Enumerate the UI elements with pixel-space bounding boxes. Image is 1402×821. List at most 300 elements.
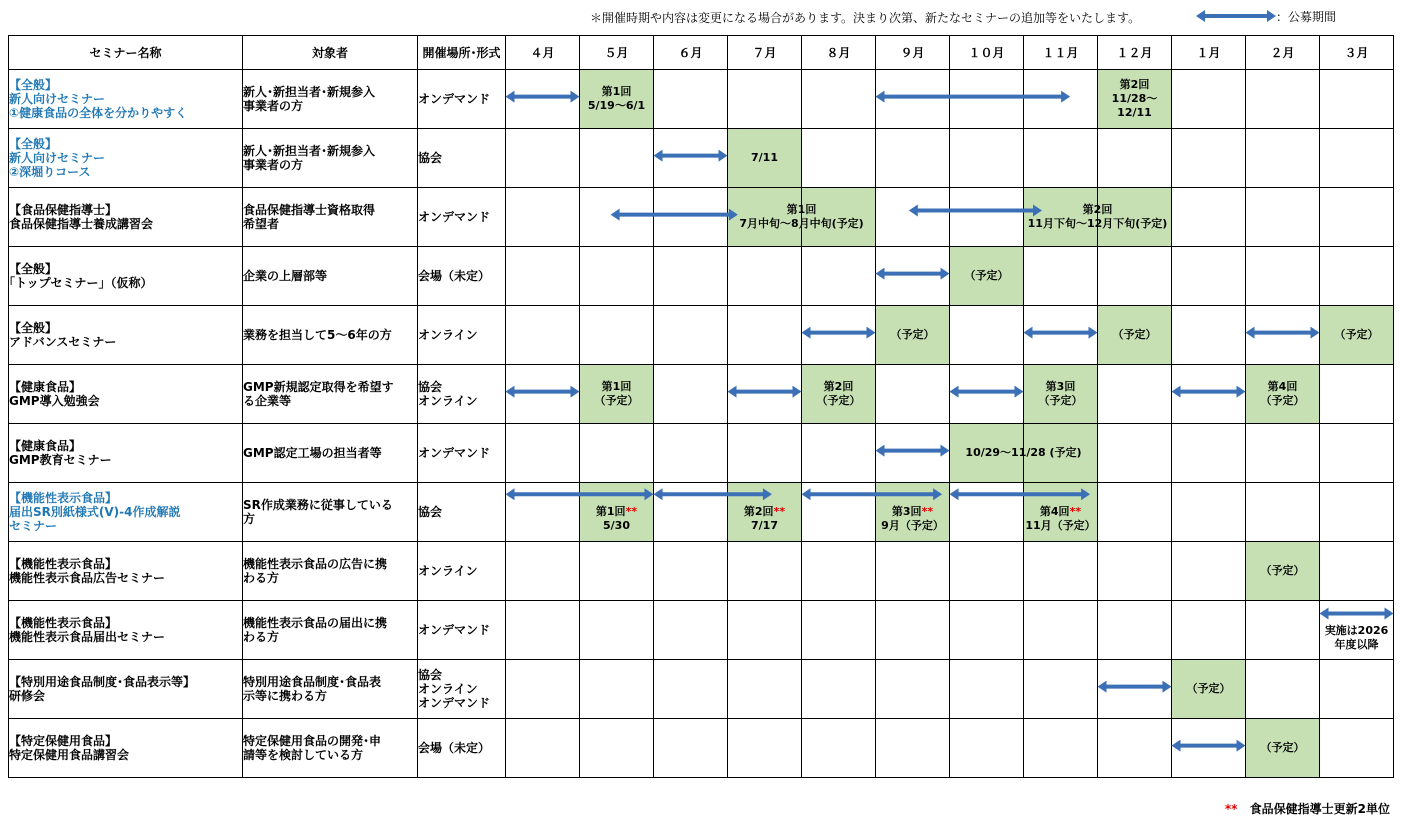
audience-cell	[243, 660, 418, 719]
audience-cell-line: 特定保健用食品の開発･申	[243, 734, 382, 748]
month-cell	[1024, 188, 1098, 247]
month-cell	[802, 306, 876, 365]
month-cell	[1098, 542, 1172, 601]
month-cell	[506, 601, 580, 660]
table-row	[9, 365, 1394, 424]
table-row	[9, 660, 1394, 719]
table-row	[9, 247, 1394, 306]
schedule-label-text: 10/29～11/28 (予定)	[965, 446, 1082, 459]
schedule-label-text: 12/11	[1117, 106, 1152, 119]
month-cell	[1172, 129, 1246, 188]
month-cell	[506, 719, 580, 778]
venue-cell-line: 協会	[418, 505, 443, 519]
month-cell	[1098, 424, 1172, 483]
schedule-label-text: 7/11	[751, 151, 778, 164]
audience-cell	[243, 247, 418, 306]
month-cell	[1172, 483, 1246, 542]
seminar-name-cell-line: 特定保健用食品講習会	[9, 748, 130, 762]
month-cell	[1320, 70, 1394, 129]
schedule-label-text: （予定）	[1260, 564, 1305, 577]
audience-cell-line: 新人･新担当者･新規参入	[243, 144, 376, 158]
month-cell	[802, 424, 876, 483]
month-cell	[1024, 306, 1098, 365]
venue-cell-line: オンライン	[418, 564, 478, 578]
month-cell	[1024, 719, 1098, 778]
footnote-star-mark: **	[773, 505, 786, 519]
month-cell	[1098, 188, 1172, 247]
month-cell	[654, 424, 728, 483]
month-cell	[802, 247, 876, 306]
month-cell	[802, 483, 876, 542]
seminar-name-cell	[9, 601, 243, 660]
seminar-name-cell-line: 【健康食品】	[9, 439, 82, 453]
venue-cell-line: オンデマンド	[418, 623, 491, 637]
seminar-schedule-table	[8, 35, 1394, 778]
month-cell	[506, 660, 580, 719]
audience-cell-line: る企業等	[243, 394, 292, 408]
header-month: １月	[1172, 36, 1246, 70]
month-cell	[1246, 306, 1320, 365]
audience-cell-line: 希望者	[243, 217, 280, 231]
seminar-name-cell	[9, 70, 243, 129]
month-cell	[580, 424, 654, 483]
seminar-name-cell-line: 新人向けセミナー	[9, 151, 106, 165]
month-cell	[1098, 306, 1172, 365]
month-cell	[654, 306, 728, 365]
month-cell	[728, 483, 802, 542]
schedule-label-text: （予定）	[1260, 741, 1305, 754]
schedule-label-text: 7月中旬～8月中旬(予定)	[739, 217, 864, 230]
month-cell	[728, 365, 802, 424]
audience-cell-line: 食品保健指導士資格取得	[243, 203, 376, 217]
schedule-label-text: 第2回	[743, 505, 774, 519]
month-cell	[580, 601, 654, 660]
audience-cell-line: 事業者の方	[243, 158, 304, 172]
month-cell	[876, 719, 950, 778]
seminar-name-cell-line: 【全般】	[9, 321, 58, 335]
month-cell	[876, 365, 950, 424]
month-cell	[1246, 719, 1320, 778]
schedule-label-text: 11月（予定）	[1025, 519, 1096, 533]
audience-cell	[243, 129, 418, 188]
audience-cell	[243, 601, 418, 660]
footnote-star-mark: **	[625, 505, 638, 519]
audience-cell	[243, 188, 418, 247]
month-cell	[1320, 306, 1394, 365]
month-cell	[580, 542, 654, 601]
audience-cell-line: 機能性表示食品の届出に携	[243, 616, 388, 630]
month-cell	[580, 70, 654, 129]
seminar-name-cell	[9, 188, 243, 247]
schedule-label-text: 年度以降	[1334, 638, 1379, 652]
month-cell	[1172, 188, 1246, 247]
schedule-label-text: （予定）	[1186, 682, 1231, 695]
venue-cell	[418, 719, 506, 778]
audience-cell-line: 企業の上層部等	[243, 269, 328, 283]
month-cell	[1246, 601, 1320, 660]
venue-cell-line: オンライン	[418, 682, 478, 696]
seminar-name-cell-line: ②深堀りコース	[9, 165, 91, 179]
schedule-label-text: 第1回	[601, 380, 632, 393]
seminar-name-cell	[9, 306, 243, 365]
audience-cell-line: GMP新規認定取得を希望す	[243, 380, 394, 394]
seminar-name-cell-line: 【全般】	[9, 262, 58, 276]
audience-cell	[243, 483, 418, 542]
schedule-label-text: 実施は2026	[1324, 624, 1389, 638]
header-month: ９月	[876, 36, 950, 70]
audience-cell-line: 示等に携わる方	[243, 689, 328, 703]
month-cell	[876, 247, 950, 306]
audience-cell-line: わる方	[243, 630, 280, 644]
month-cell	[1172, 660, 1246, 719]
month-cell	[580, 483, 654, 542]
audience-cell	[243, 719, 418, 778]
month-cell	[506, 129, 580, 188]
month-cell	[802, 719, 876, 778]
audience-cell	[243, 365, 418, 424]
month-cell	[1320, 542, 1394, 601]
month-cell	[802, 601, 876, 660]
venue-cell-line: オンデマンド	[418, 92, 491, 106]
seminar-name-cell-line: 【機能性表示食品】	[9, 616, 118, 630]
month-cell	[802, 70, 876, 129]
month-cell	[506, 542, 580, 601]
month-cell	[950, 129, 1024, 188]
month-cell	[580, 188, 654, 247]
audience-cell-line: SR作成業務に従事している	[243, 498, 393, 512]
month-cell	[506, 483, 580, 542]
month-cell	[950, 542, 1024, 601]
audience-cell-line: 事業者の方	[243, 99, 304, 113]
seminar-name-cell-line: セミナー	[9, 519, 58, 533]
seminar-name-cell-line: 食品保健指導士養成講習会	[9, 217, 154, 231]
legend	[1196, 7, 1336, 25]
month-cell	[580, 660, 654, 719]
seminar-name-cell	[9, 424, 243, 483]
table-row	[9, 542, 1394, 601]
venue-cell	[418, 542, 506, 601]
table-row	[9, 483, 1394, 542]
venue-cell-line: 会場（未定）	[418, 741, 491, 755]
audience-cell-line: 新人･新担当者･新規参入	[243, 85, 376, 99]
venue-cell-line: 協会	[418, 668, 443, 682]
table-row	[9, 70, 1394, 129]
month-cell	[1172, 719, 1246, 778]
venue-cell-line: オンライン	[418, 328, 478, 342]
month-cell	[1320, 365, 1394, 424]
seminar-name-cell-line: 【特定保健用食品】	[9, 734, 118, 748]
venue-cell	[418, 70, 506, 129]
audience-cell	[243, 542, 418, 601]
audience-cell-line: 機能性表示食品の広告に携	[243, 557, 388, 571]
schedule-label-text: （予定）	[1038, 394, 1083, 407]
venue-cell-line: 協会	[418, 151, 443, 165]
schedule-label-text: 第1回	[786, 203, 817, 216]
seminar-name-cell	[9, 719, 243, 778]
seminar-name-cell-line: 【機能性表示食品】	[9, 491, 118, 505]
month-cell	[1098, 70, 1172, 129]
month-cell	[728, 424, 802, 483]
month-cell	[950, 424, 1024, 483]
month-cell	[1024, 70, 1098, 129]
audience-cell	[243, 306, 418, 365]
month-cell	[728, 542, 802, 601]
month-cell	[802, 365, 876, 424]
venue-cell-line: 協会	[418, 380, 443, 394]
month-cell	[1172, 306, 1246, 365]
seminar-name-cell-line: ｢トップセミナー｣（仮称）	[9, 276, 153, 290]
month-cell	[1098, 483, 1172, 542]
header-month: ４月	[506, 36, 580, 70]
month-cell	[802, 129, 876, 188]
venue-cell	[418, 306, 506, 365]
month-cell	[728, 70, 802, 129]
table-row	[9, 424, 1394, 483]
venue-cell	[418, 660, 506, 719]
header-month: ７月	[728, 36, 802, 70]
footnote-mark: **	[1224, 802, 1238, 816]
audience-cell-line: 特別用途食品制度･食品表	[243, 675, 382, 689]
seminar-name-cell-line: 研修会	[9, 689, 46, 703]
month-cell	[1098, 129, 1172, 188]
month-cell	[728, 306, 802, 365]
month-cell	[950, 247, 1024, 306]
month-cell	[1320, 660, 1394, 719]
month-cell	[1024, 542, 1098, 601]
schedule-label-text: （予定）	[816, 394, 861, 407]
schedule-label-text: 第2回	[1082, 203, 1113, 216]
table-row	[9, 719, 1394, 778]
schedule-label-text: 第1回	[601, 85, 632, 98]
schedule-label-text: （予定）	[1260, 394, 1305, 407]
venue-cell	[418, 365, 506, 424]
month-cell	[1024, 601, 1098, 660]
header-month: ５月	[580, 36, 654, 70]
schedule-label-text: 7/17	[751, 519, 778, 533]
schedule-label-text: 第3回	[1045, 380, 1076, 393]
month-cell	[1172, 247, 1246, 306]
month-cell	[1098, 601, 1172, 660]
seminar-name-cell-line: 新人向けセミナー	[9, 92, 106, 106]
month-cell	[876, 70, 950, 129]
month-cell	[654, 247, 728, 306]
month-cell	[506, 424, 580, 483]
seminar-name-cell	[9, 542, 243, 601]
month-cell	[1024, 660, 1098, 719]
seminar-name-cell	[9, 247, 243, 306]
schedule-label-text: 5/30	[603, 519, 630, 533]
seminar-name-cell-line: GMP導入勉強会	[9, 394, 100, 408]
audience-cell-line: GMP認定工場の担当者等	[243, 446, 382, 460]
seminar-name-cell	[9, 660, 243, 719]
audience-cell-line: 方	[243, 512, 256, 526]
month-cell	[876, 483, 950, 542]
month-cell	[654, 129, 728, 188]
schedule-label-text: （予定）	[964, 269, 1009, 282]
schedule-label-text: （予定）	[1334, 328, 1379, 341]
month-cell	[1320, 247, 1394, 306]
month-cell	[1246, 424, 1320, 483]
schedule-label-text: 第2回	[1119, 78, 1150, 91]
seminar-name-cell-line: ①健康食品の全体を分かりやすく	[9, 106, 188, 120]
top-note: ＊開催時期や内容は変更になる場合があります。決まり次第、新たなセミナーの追加等をいたします。	[590, 11, 1141, 25]
schedule-label-text: 第4回	[1267, 380, 1298, 393]
footnote-star-mark: **	[921, 505, 934, 519]
month-cell	[1246, 483, 1320, 542]
month-cell	[1246, 70, 1320, 129]
month-cell	[876, 601, 950, 660]
seminar-name-cell-line: 【全般】	[9, 78, 58, 92]
month-cell	[654, 483, 728, 542]
month-cell	[580, 719, 654, 778]
header-month: １０月	[950, 36, 1024, 70]
month-cell	[1024, 247, 1098, 306]
month-cell	[950, 601, 1024, 660]
schedule-label-text: 9月（予定）	[881, 519, 944, 533]
venue-cell	[418, 129, 506, 188]
month-cell	[1024, 483, 1098, 542]
month-cell	[1246, 129, 1320, 188]
seminar-name-cell-line: 【機能性表示食品】	[9, 557, 118, 571]
month-cell	[1172, 424, 1246, 483]
seminar-name-cell-line: 【健康食品】	[9, 380, 82, 394]
venue-cell	[418, 424, 506, 483]
table-row	[9, 306, 1394, 365]
venue-cell	[418, 601, 506, 660]
seminar-name-cell-line: 【食品保健指導士】	[9, 203, 118, 217]
seminar-name-cell	[9, 483, 243, 542]
month-cell	[654, 365, 728, 424]
footnote-text: 食品保健指導士更新2単位	[1249, 802, 1390, 816]
month-cell	[580, 306, 654, 365]
legend-arrow-icon	[1196, 9, 1276, 23]
month-cell	[1098, 660, 1172, 719]
month-cell	[1024, 129, 1098, 188]
month-cell	[654, 70, 728, 129]
month-cell	[580, 129, 654, 188]
month-cell	[1098, 247, 1172, 306]
venue-cell-line: オンデマンド	[418, 210, 491, 224]
month-cell	[728, 188, 802, 247]
month-cell	[506, 70, 580, 129]
month-cell	[728, 719, 802, 778]
month-cell	[506, 365, 580, 424]
month-cell	[1320, 129, 1394, 188]
month-cell	[950, 306, 1024, 365]
month-cell	[580, 247, 654, 306]
seminar-name-cell	[9, 129, 243, 188]
schedule-label-text: 第3回	[891, 505, 922, 519]
seminar-name-cell-line: アドバンスセミナー	[9, 335, 117, 349]
venue-cell-line: オンデマンド	[418, 446, 491, 460]
header-month: １２月	[1098, 36, 1172, 70]
seminar-name-cell-line: 【特別用途食品制度･食品表示等】	[9, 675, 196, 689]
month-cell	[802, 542, 876, 601]
month-cell	[950, 660, 1024, 719]
schedule-label-text: 第1回	[595, 505, 626, 519]
month-cell	[876, 129, 950, 188]
month-cell	[950, 188, 1024, 247]
footnote-star-mark: **	[1069, 505, 1082, 519]
legend-label: ：公募期間	[1276, 9, 1337, 24]
schedule-label-text: 11/28～	[1111, 92, 1158, 105]
month-cell	[1098, 365, 1172, 424]
month-cell	[1024, 365, 1098, 424]
header-venue: 開催場所･形式	[418, 36, 506, 70]
month-cell	[654, 719, 728, 778]
month-cell	[654, 660, 728, 719]
month-cell	[876, 188, 950, 247]
month-cell	[506, 247, 580, 306]
header-month: ８月	[802, 36, 876, 70]
month-cell	[580, 365, 654, 424]
schedule-label-text: （予定）	[890, 328, 935, 341]
audience-cell-line: 業務を担当して5～6年の方	[243, 328, 392, 342]
month-cell	[728, 601, 802, 660]
month-cell	[728, 247, 802, 306]
month-cell	[876, 660, 950, 719]
schedule-label-text: 第2回	[823, 380, 854, 393]
month-cell	[1098, 719, 1172, 778]
month-cell	[1246, 365, 1320, 424]
audience-cell-line: 請等を検討している方	[243, 748, 364, 762]
venue-cell-line: オンライン	[418, 394, 478, 408]
month-cell	[1320, 483, 1394, 542]
audience-cell-line: わる方	[243, 571, 280, 585]
header-month: ２月	[1246, 36, 1320, 70]
month-cell	[506, 306, 580, 365]
seminar-name-cell-line: GMP教育セミナー	[9, 453, 112, 467]
seminar-name-cell-line: 機能性表示食品届出セミナー	[9, 630, 166, 644]
month-cell	[728, 660, 802, 719]
month-cell	[876, 424, 950, 483]
venue-cell	[418, 483, 506, 542]
month-cell	[950, 483, 1024, 542]
month-cell	[1246, 247, 1320, 306]
seminar-name-cell	[9, 365, 243, 424]
month-cell	[1172, 542, 1246, 601]
schedule-label-text: （予定）	[1112, 328, 1157, 341]
month-cell	[654, 542, 728, 601]
month-cell	[728, 129, 802, 188]
footnote	[1225, 800, 1390, 817]
month-cell	[654, 601, 728, 660]
schedule-label-text: 第4回	[1039, 505, 1070, 519]
month-cell	[950, 70, 1024, 129]
table-row	[9, 129, 1394, 188]
header-name: セミナー名称	[9, 36, 243, 70]
month-cell	[1246, 188, 1320, 247]
schedule-label-text: 11月下旬～12月下旬(予定)	[1027, 217, 1168, 230]
audience-cell	[243, 424, 418, 483]
month-cell	[1172, 365, 1246, 424]
month-cell	[876, 542, 950, 601]
venue-cell	[418, 247, 506, 306]
table-row	[9, 601, 1394, 660]
month-cell	[1246, 542, 1320, 601]
month-cell	[1320, 188, 1394, 247]
month-cell	[1320, 719, 1394, 778]
month-cell	[1024, 424, 1098, 483]
month-cell	[802, 188, 876, 247]
month-cell	[1172, 70, 1246, 129]
seminar-name-cell-line: 届出SR別紙様式(V)-4作成解説	[9, 505, 181, 519]
header-row	[9, 36, 1394, 70]
venue-cell-line: 会場（未定）	[418, 269, 491, 283]
month-cell	[802, 660, 876, 719]
month-cell	[950, 365, 1024, 424]
header-month: １１月	[1024, 36, 1098, 70]
